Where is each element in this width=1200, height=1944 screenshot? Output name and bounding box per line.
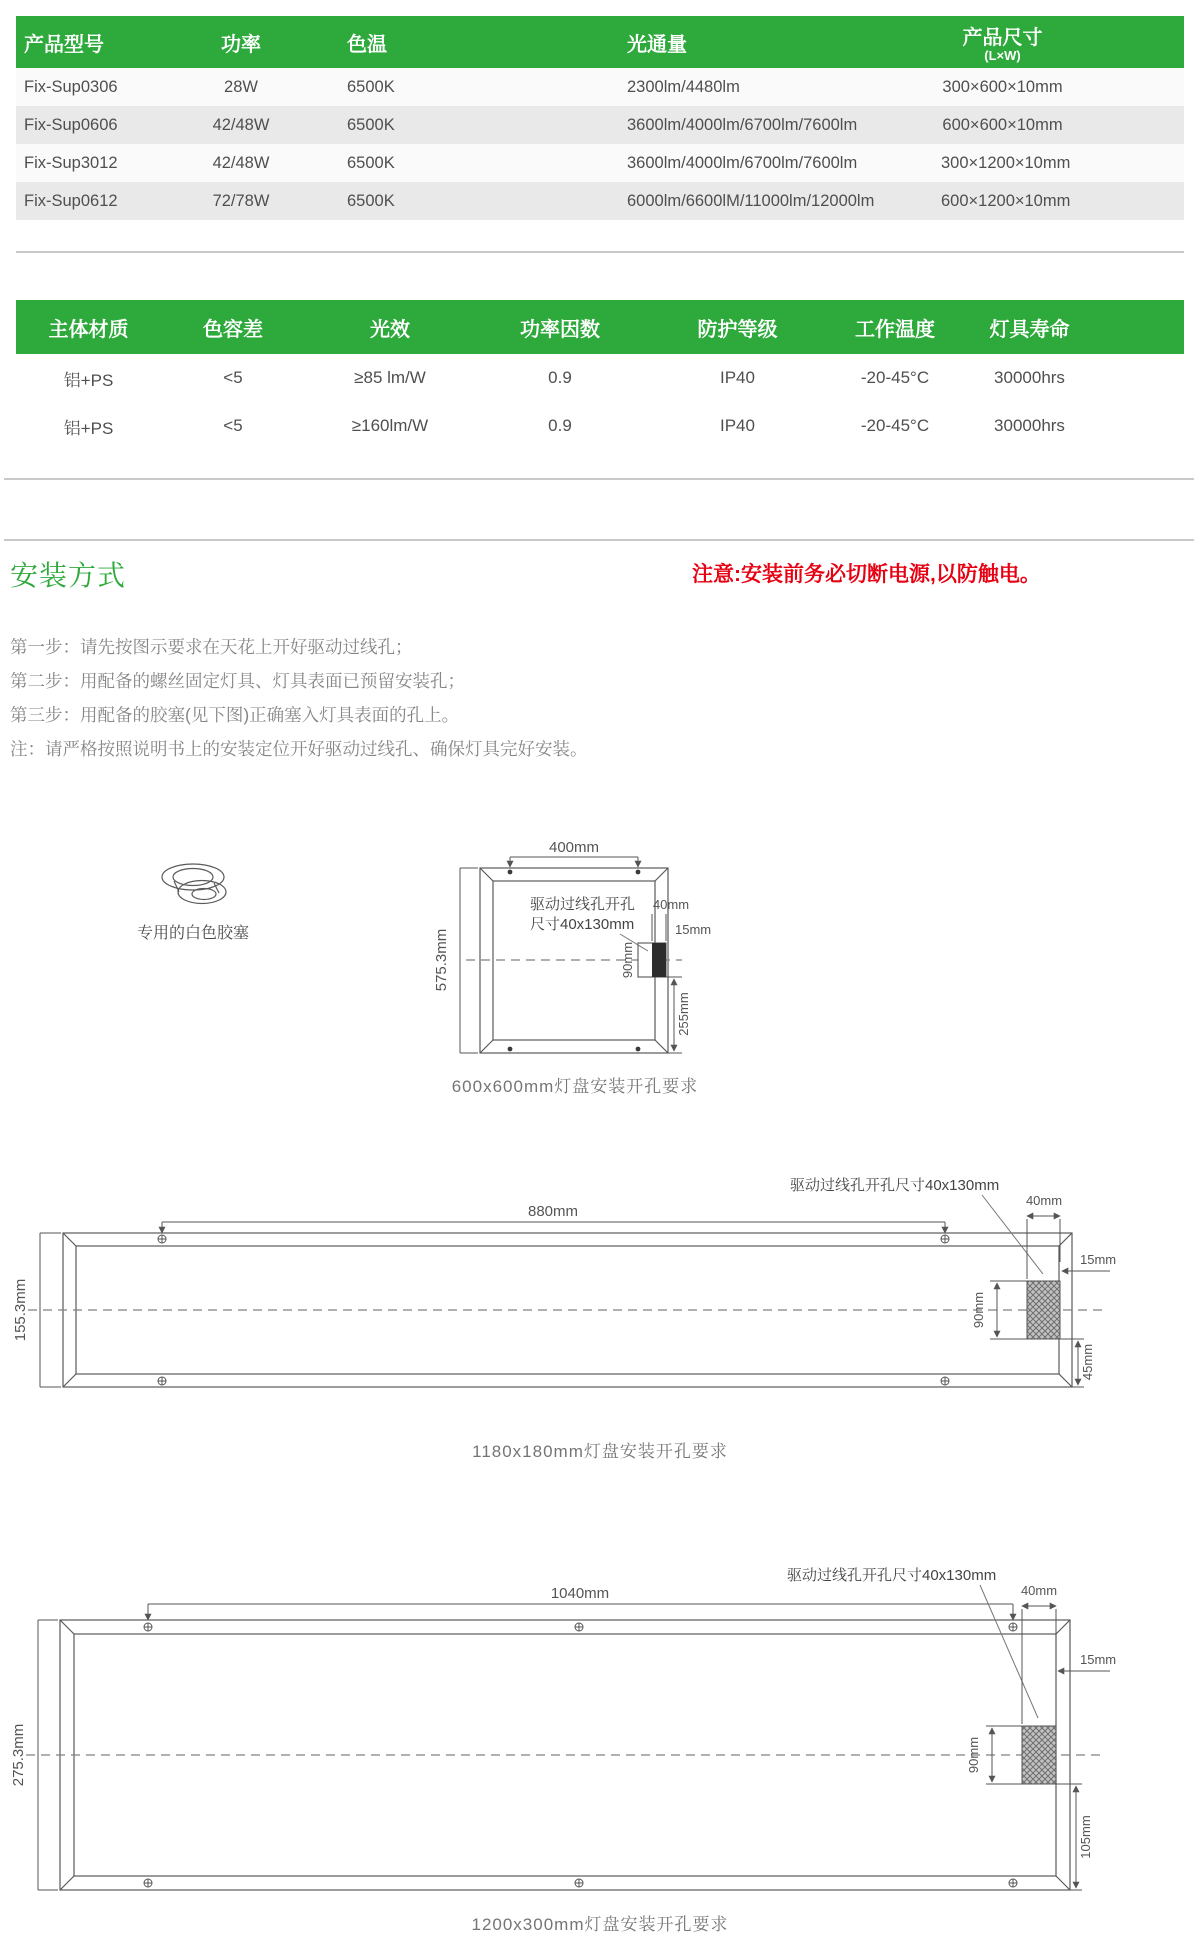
header-sdcm: 色容差 bbox=[161, 300, 305, 354]
safety-warning: 注意:安装前务必切断电源,以防触电。 bbox=[692, 563, 1041, 586]
cell-power: 42/48W bbox=[212, 153, 270, 172]
header-flux: 光通量 bbox=[591, 16, 941, 68]
header-size-main: 产品尺寸 bbox=[962, 27, 1043, 49]
driver-hole bbox=[1027, 1281, 1060, 1339]
cell-model: Fix-Sup0606 bbox=[24, 115, 118, 134]
dim-880mm bbox=[162, 1222, 945, 1233]
dim-holeh-label: 90mm bbox=[971, 1291, 986, 1329]
cell-material: 铝+PS bbox=[63, 370, 114, 390]
plug-icon bbox=[140, 845, 260, 917]
diagram-1200x300 bbox=[10, 1560, 1190, 1900]
driver-hole bbox=[1022, 1726, 1056, 1784]
cell-model: Fix-Sup0612 bbox=[24, 191, 118, 210]
dim-40mm bbox=[652, 914, 666, 941]
header-temp: 工作温度 bbox=[830, 300, 960, 354]
cell-model: Fix-Sup0306 bbox=[24, 77, 118, 96]
cell-power: 72/78W bbox=[212, 191, 270, 210]
section-title-installation: 安装方式 bbox=[10, 560, 127, 591]
installation-steps bbox=[10, 630, 588, 766]
parameter-table bbox=[16, 300, 1184, 450]
cell-size: 300×600×10mm bbox=[942, 77, 1063, 96]
step-3: 第三步：用配备的胶塞(见下图)正确塞入灯具表面的孔上。 bbox=[10, 705, 460, 725]
dim-40mm bbox=[1027, 1216, 1060, 1279]
dim-holeh-label: 90mm bbox=[966, 1736, 981, 1774]
cell-flux: 2300lm/4480lm bbox=[627, 77, 740, 96]
diagram3-caption: 1200x300mm灯盘安装开孔要求 bbox=[471, 1915, 729, 1934]
cell-efficacy: ≥85 lm/W bbox=[354, 368, 426, 387]
dim-bottom-label: 105mm bbox=[1078, 1815, 1093, 1859]
header-power: 功率 bbox=[191, 16, 291, 68]
table-row bbox=[16, 182, 1184, 220]
table-row bbox=[16, 144, 1184, 182]
step-note: 注：请严格按照说明书上的安装定位开好驱动过线孔、确保灯具完好安装。 bbox=[10, 739, 588, 759]
cell-cct: 6500K bbox=[347, 153, 395, 172]
hole-label: 驱动过线孔开孔尺寸40x130mm bbox=[790, 1177, 1000, 1194]
plug-label: 专用的白色胶塞 bbox=[136, 925, 249, 942]
dim-1040mm bbox=[148, 1604, 1013, 1620]
cell-ip: IP40 bbox=[720, 416, 755, 435]
diagram-1180x180 bbox=[10, 1172, 1190, 1400]
dim-edge-label: 15mm bbox=[675, 922, 712, 937]
diagram1-caption: 600x600mm灯盘安装开孔要求 bbox=[451, 1077, 699, 1096]
step-2: 第二步：用配备的螺丝固定灯具、灯具表面已预留安装孔； bbox=[10, 671, 465, 691]
cell-power: 28W bbox=[224, 77, 258, 96]
header-size-sub: (L×W) bbox=[984, 48, 1021, 63]
cell-power: 42/48W bbox=[212, 115, 270, 134]
table-row bbox=[16, 68, 1184, 106]
cell-pf: 0.9 bbox=[548, 368, 572, 387]
table-row bbox=[16, 402, 1184, 450]
driver-hole bbox=[638, 943, 666, 977]
cell-efficacy: ≥160lm/W bbox=[351, 416, 429, 435]
cell-flux: 3600lm/4000lm/6700lm/7600lm bbox=[627, 115, 858, 134]
hole-label-line2: 尺寸40x130mm bbox=[530, 916, 635, 933]
dim-holew-label: 40mm bbox=[1020, 1583, 1058, 1598]
table-row bbox=[16, 106, 1184, 144]
header-material: 主体材质 bbox=[16, 300, 161, 354]
cell-pf: 0.9 bbox=[548, 416, 572, 435]
dim-left-label: 575.3mm bbox=[433, 928, 450, 992]
step-1: 第一步：请先按图示要求在天花上开好驱动过线孔； bbox=[10, 637, 413, 657]
cell-flux: 3600lm/4000lm/6700lm/7600lm bbox=[627, 153, 858, 172]
dim-left-label: 155.3mm bbox=[12, 1278, 29, 1342]
cell-size: 300×1200×10mm bbox=[941, 153, 1071, 172]
cell-sdcm: <5 bbox=[223, 368, 243, 387]
divider bbox=[4, 539, 1194, 541]
dim-holew-label: 40mm bbox=[652, 897, 690, 912]
dim-bottom-label: 255mm bbox=[676, 992, 691, 1036]
cell-cct: 6500K bbox=[347, 115, 395, 134]
dim-top-label: 400mm bbox=[548, 839, 600, 856]
spec-header-row bbox=[16, 16, 1184, 68]
dim-400mm bbox=[510, 857, 638, 867]
dim-bottom-label: 45mm bbox=[1080, 1343, 1095, 1381]
cell-lifetime: 30000hrs bbox=[994, 368, 1065, 387]
cell-size: 600×1200×10mm bbox=[941, 191, 1071, 210]
product-spec-table bbox=[16, 16, 1184, 220]
dim-holeh-label: 90mm bbox=[620, 941, 635, 979]
header-pf: 功率因数 bbox=[475, 300, 645, 354]
cell-size: 600×600×10mm bbox=[942, 115, 1063, 134]
cell-temp: -20-45°C bbox=[860, 368, 930, 387]
leader-line bbox=[980, 1585, 1038, 1718]
dim-top-label: 880mm bbox=[527, 1203, 579, 1220]
header-model: 产品型号 bbox=[16, 16, 191, 68]
cell-cct: 6500K bbox=[347, 191, 395, 210]
cell-cct: 6500K bbox=[347, 77, 395, 96]
hole-label-line1: 驱动过线孔开孔 bbox=[530, 896, 636, 913]
header-cct: 色温 bbox=[291, 16, 591, 68]
header-ip: 防护等级 bbox=[645, 300, 830, 354]
cell-temp: -20-45°C bbox=[860, 416, 930, 435]
header-efficacy: 光效 bbox=[305, 300, 475, 354]
header-size bbox=[941, 16, 1184, 68]
cell-lifetime: 30000hrs bbox=[994, 416, 1065, 435]
dim-edge-label: 15mm bbox=[1080, 1252, 1117, 1267]
hole-label: 驱动过线孔开孔尺寸40x130mm bbox=[787, 1567, 997, 1584]
dim-edge-label: 15mm bbox=[1080, 1652, 1117, 1667]
dim-40mm bbox=[1022, 1606, 1056, 1724]
diagram-600x600 bbox=[420, 838, 730, 1068]
header-lifetime: 灯具寿命 bbox=[960, 300, 1184, 354]
divider bbox=[16, 251, 1184, 253]
cell-model: Fix-Sup3012 bbox=[24, 153, 118, 172]
dim-holew-label: 40mm bbox=[1025, 1193, 1063, 1208]
dim-left-label: 275.3mm bbox=[10, 1723, 27, 1787]
divider bbox=[4, 478, 1194, 480]
table-row bbox=[16, 354, 1184, 402]
dim-top-label: 1040mm bbox=[550, 1585, 610, 1602]
cell-sdcm: <5 bbox=[223, 416, 243, 435]
param-header-row bbox=[16, 300, 1184, 354]
cell-material: 铝+PS bbox=[63, 418, 114, 438]
diagram2-caption: 1180x180mm灯盘安装开孔要求 bbox=[472, 1442, 728, 1461]
cell-flux: 6000lm/6600lM/11000lm/12000lm bbox=[627, 191, 875, 210]
cell-ip: IP40 bbox=[720, 368, 755, 387]
